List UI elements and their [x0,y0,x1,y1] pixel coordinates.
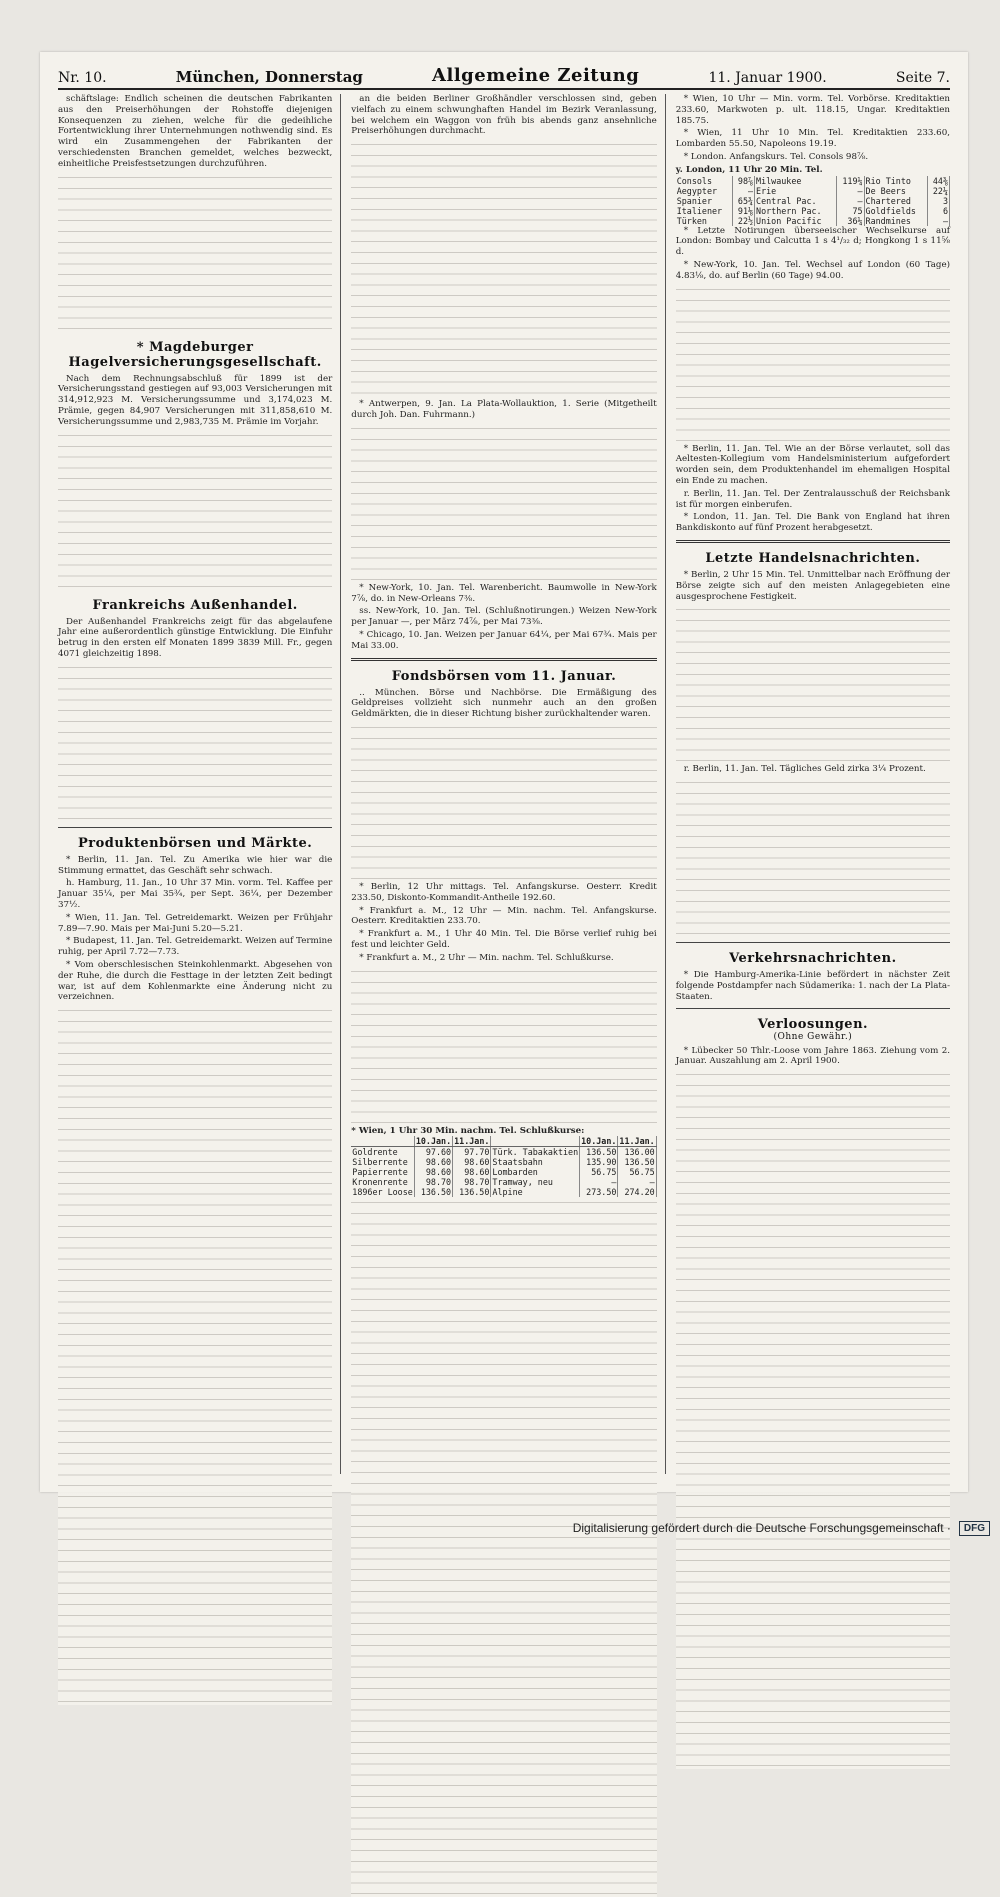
table-cell: Türken [676,216,733,226]
article-text: * Berlin, 11. Jan. Tel. Zu Amerika wie hier war die Stimmung ermattet, das Geschäft sehr schwach. [58,854,333,876]
table-cell: 56.75 [580,1167,618,1177]
table-row [351,1177,656,1187]
table-row [676,206,950,216]
table-row [351,1147,656,1158]
section-title: Verloosungen. [757,1016,869,1032]
newspaper-page [40,52,968,1492]
table-cell: Rio Tinto [864,176,928,186]
article-text: * Berlin, 2 Uhr 15 Min. Tel. Unmittelbar nach Eröffnung der Börse zeigte sich auf den meisten Anlagegebieten eine ausgesprochene Festigkeit. [675,569,951,602]
text-block [676,604,950,764]
divider [58,827,332,828]
table-cell: Aegypter [676,186,733,196]
text-block [351,966,656,1126]
table-cell: 3 [928,196,950,206]
table-cell: 75 [836,206,864,216]
table-cell: Consols [676,176,733,186]
table-header: 10.Jan. [581,1136,617,1147]
text-block [58,172,332,332]
column-1 [58,94,341,1474]
table-cell: Lombarden [491,1167,580,1177]
table-cell: 136.00 [618,1147,656,1158]
column-container [58,94,950,1474]
issue-date: 11. Januar 1900. [708,70,827,86]
table-row [676,196,950,206]
text-block [351,722,656,882]
article-text: schäftslage: Endlich scheinen die deutschen Fabrikanten aus den Preiserhöhungen der Rohstoffe diejenigen Konsequenzen zu ziehen, welche für die gedeihliche Fortentwicklung ihrer Unternehmungen nothwendig sind. Es wird ein Zusammengehen der Fabrikanten der verschiedensten Branchen gemeldet, welches bezweckt, einheitliche Preisfestsetzungen durchzuführen. [58,94,333,169]
table-row [676,186,950,196]
page-number: Seite 7. [895,70,950,86]
table-header [491,1136,580,1147]
london-price-table [676,176,950,226]
section-heading: Verkehrsnachrichten. [729,951,897,967]
table-cell: 98.70 [414,1177,452,1187]
section-heading: * Magdeburger Hagelversicherungsgesellschaft. [68,339,322,370]
table-cell: Randmines [864,216,928,226]
text-block [351,1197,656,1897]
table-cell: Italiener [676,206,733,216]
article-text: * Die Hamburg-Amerika-Linie befördert in nächster Zeit folgende Postdampfer nach Südamerika: 1. nach der La Plata-Staaten. [675,970,951,1002]
table-cell: 97.70 [453,1147,491,1158]
divider [351,658,656,661]
text-block [676,1069,950,1769]
article-text: r. Berlin, 11. Jan. Tel. Tägliches Geld zirka 3¼ Prozent. [683,764,926,775]
table-row [351,1187,656,1197]
text-block [58,430,332,590]
table-cell: Goldfields [864,206,928,216]
table-cell: 91⅛ [733,206,755,216]
article-text: * Berlin, 11. Jan. Tel. Wie an der Börse verlautet, soll das Aeltesten-Kollegium vom Handelsministerium aufgefordert worden sein, dem Produktenhandel im ehemaligen Hospital ein Ende zu machen. [675,443,951,486]
table-cell: Central Pac. [755,196,837,206]
article-text: * London, 11. Jan. Tel. Die Bank von England hat ihren Bankdiskonto auf fünf Prozent herabgesetzt. [675,512,951,534]
table-cell: 36¼ [836,216,864,226]
table-cell: — [733,186,755,196]
table-cell: 98.60 [453,1157,491,1167]
divider [676,942,950,943]
article-text: * Frankfurt a. M., 12 Uhr — Min. nachm. Tel. Anfangskurse. Oesterr. Kreditaktien 233.70. [351,905,657,927]
article-text: * Wien, 11. Jan. Tel. Getreidemarkt. Weizen per Frühjahr 7.89—7.90. Mais per Mai-Juni 5.20—5.21. [58,912,333,934]
article-text: * New-York, 10. Jan. Tel. Wechsel auf London (60 Tage) 4.83⅛, do. auf Berlin (60 Tage) 94.00. [675,259,951,281]
table-cell: Papierrente [351,1167,414,1177]
section-heading: Letzte Handelsnachrichten. [705,550,921,566]
table-cell: Goldrente [351,1147,414,1158]
table-cell: 98⅞ [733,176,755,186]
table-cell: Northern Pac. [755,206,837,216]
article-text: * Frankfurt a. M., 1 Uhr 40 Min. Tel. Die Börse verlief ruhig bei fest und leichter Geld. [351,929,657,950]
text-block [676,777,950,937]
table-header: 11.Jan. [454,1136,490,1147]
divider [676,540,950,543]
table-cell: Union Pacific [755,216,837,226]
article-text: Der Außenhandel Frankreichs zeigt für das abgelaufene Jahr eine außerordentlich günstige Entwicklung. Die Einfuhr betrug in den ersten elf Monaten 1899 3839 Mill. Fr., gegen 4071 gleichzeitig 1898. [58,616,333,659]
article-text: h. Hamburg, 11. Jan., 10 Uhr 37 Min. vorm. Tel. Kaffee per Januar 35¼, per Mai 35¾, per Sept. 36¼, per Dezember 37½. [58,878,333,910]
table-cell: 136.50 [453,1187,491,1197]
table-cell: 98.60 [414,1167,452,1177]
table-cell: De Beers [864,186,928,196]
section-heading [676,1017,950,1042]
table-header [351,1136,414,1147]
article-text: ss. New-York, 10. Jan. Tel. (Schlußnotirungen.) Weizen New-York per Januar —, per März 74⅞, per Mai 73⅜. [351,606,657,628]
table-cell: 1896er Loose [352,1187,413,1198]
article-text: .. München. Börse und Nachbörse. Die Ermäßigung des Geldpreises vollzieht sich nunmehr auch an den großen Geldmärkten, die in dieser Richtung bisher zurückhaltender waren. [351,687,657,720]
table-cell: 274.20 [618,1187,656,1197]
table-cell: Silberrente [351,1157,414,1167]
table-cell: Türk. Tabakaktien [492,1147,579,1158]
table-cell: — [836,186,864,196]
table-cell: 98.60 [414,1157,452,1167]
table-cell: 98.70 [453,1177,491,1187]
article-text: an die beiden Berliner Großhändler verschlossen sind, geben vielfach zu einem schwunghaften Handel im Bezirk Veranlassung, bei welchem ein Waggon von früh bis abends ganz ansehnliche Preiserhöhungen durchmacht. [351,94,657,137]
table-cell: Kronenrente [351,1177,414,1187]
table-cell: 6 [928,206,950,216]
table-cell: — [928,216,950,226]
table-cell: Alpine [491,1187,580,1197]
divider [676,1008,950,1009]
table-cell: 65¾ [733,196,755,206]
article-text: * Letzte Notirungen überseeischer Wechselkurse auf London: Bombay und Calcutta 1 s 4¹/₃₂ d; Hongkong 1 s 11⅝ d. [675,225,951,258]
section-heading: Produktenbörsen und Märkte. [78,835,313,851]
table-title: * Wien, 1 Uhr 30 Min. nachm. Tel. Schlußkurse: [351,1125,585,1136]
text-block [676,284,950,444]
column-2 [351,94,665,1474]
text-block [58,662,332,822]
article-text: * Wien, 10 Uhr — Min. vorm. Tel. Vorbörse. Kreditaktien 233.60, Markwoten p. ult. 118.15, Ungar. Kreditaktien 185.75. [675,94,951,126]
paper-title: Allgemeine Zeitung [432,65,640,86]
table-header: 10.Jan. [415,1136,452,1147]
table-cell: — [580,1177,618,1187]
table-cell: Erie [755,186,837,196]
place-day: München, Donnerstag [175,68,363,86]
table-cell: 136.50 [414,1187,452,1197]
table-cell: — [836,196,864,206]
table-cell: 273.50 [580,1187,618,1197]
masthead [58,64,950,90]
table-title: y. London, 11 Uhr 20 Min. Tel. [675,164,823,175]
table-cell: Spanier [676,196,733,206]
article-text: Nach dem Rechnungsabschluß für 1899 ist der Versicherungsstand gestiegen auf 93,003 Versicherungen mit 314,912,923 M. Versicherungssumme und 3,174,023 M. Prämie, gegen 84,907 Versicherungen mit 311,858,610 M. Versicherungssumme und 2,983,735 M. Prämie im Vorjahr. [58,373,333,427]
table-cell: 136.50 [580,1147,618,1158]
table-cell: 22¼ [928,186,950,196]
article-text: * Frankfurt a. M., 2 Uhr — Min. nachm. Tel. Schlußkurse. [359,952,614,963]
table-cell: 44⅜ [928,176,950,186]
text-block [58,1005,332,1705]
table-cell: 136.50 [618,1157,656,1167]
table-cell: — [618,1177,656,1187]
text-block [351,423,656,583]
dfg-logo-icon: DFG [959,1521,990,1536]
wien-price-table [351,1136,656,1197]
section-heading: Frankreichs Außenhandel. [92,597,298,613]
table-header: 11.Jan. [619,1136,655,1147]
table-cell: 97.60 [414,1147,452,1158]
article-text: * Vom oberschlesischen Steinkohlenmarkt. Abgesehen von der Ruhe, die durch die Festtage in der letzten Zeit bedingt war, ist auf dem Kohlenmarkte eine Änderung nicht zu verzeichnen. [58,959,333,1003]
table-row [676,176,950,186]
article-text: * Antwerpen, 9. Jan. La Plata-Wollauktion, 1. Serie (Mitgetheilt durch Joh. Dan. Fuhrmann.) [351,399,657,420]
table-cell: Chartered [864,196,928,206]
article-text: * London. Anfangskurs. Tel. Consols 98⅞. [683,151,869,162]
table-cell: 98.60 [453,1167,491,1177]
table-cell: 119¼ [836,176,864,186]
article-text: * Lübecker 50 Thlr.-Loose vom Jahre 1863. Ziehung vom 2. Januar. Auszahlung am 2. April 1900. [675,1045,951,1067]
article-text: r. Berlin, 11. Jan. Tel. Der Zentralausschuß der Reichsbank ist für morgen einberufen. [675,488,951,510]
article-text: * Berlin, 12 Uhr mittags. Tel. Anfangskurse. Oesterr. Kredit 233.50, Diskonto-Kommandit-Antheile 192.60. [351,881,657,903]
section-subtitle: (Ohne Gewähr.) [773,1031,853,1042]
article-text: * Budapest, 11. Jan. Tel. Getreidemarkt. Weizen auf Termine ruhig, per April 7.72—7.73. [58,936,333,958]
table-row [351,1157,656,1167]
section-heading: Fondsbörsen vom 11. Januar. [391,668,617,684]
funding-text: Digitalisierung gefördert durch die Deutsche Forschungsgemeinschaft · [572,1521,951,1535]
table-cell: 56.75 [618,1167,656,1177]
table-cell: Staatsbahn [491,1157,580,1167]
issue-number: Nr. 10. [58,70,107,86]
column-3 [676,94,950,1474]
table-cell: Milwaukee [755,176,837,186]
table-row [676,216,950,226]
table-cell: 135.90 [580,1157,618,1167]
article-text: * Chicago, 10. Jan. Weizen per Januar 64¼, per Mai 67¾. Mais per Mai 33.00. [351,629,657,651]
text-block [351,139,656,399]
footer-credit [0,1516,1000,1540]
table-cell: Tramway, neu [491,1177,580,1187]
table-row [351,1167,656,1177]
article-text: * Wien, 11 Uhr 10 Min. Tel. Kreditaktien 233.60, Lombarden 55.50, Napoleons 19.19. [675,128,951,150]
table-cell: 22½ [733,216,755,226]
article-text: * New-York, 10. Jan. Tel. Warenbericht. Baumwolle in New-York 7⅞, do. in New-Orleans 7⅜. [351,582,657,604]
